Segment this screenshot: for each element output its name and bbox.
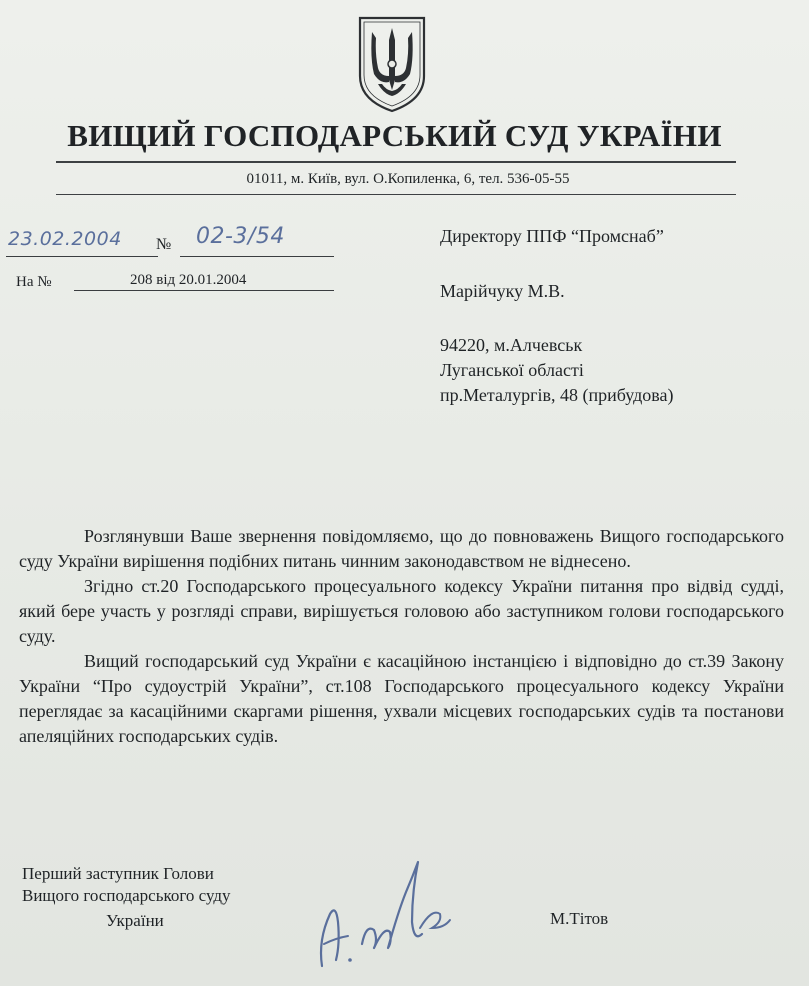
body-paragraph-2: Згідно ст.20 Господарського процесуального кодексу України питання про відвід судді, який бере участь у розгляді справи, вирішується головою або заступником голови господарського суду. — [19, 576, 784, 646]
number-underline — [180, 256, 334, 257]
recipient-street: пр.Металургів, 48 (прибудова) — [440, 385, 674, 405]
trident-emblem-icon — [354, 14, 430, 114]
date-underline — [6, 256, 158, 257]
body-paragraph-3: Вищий господарський суд України є касаційною інстанцією і відповідно до ст.39 Закону України “Про судоустрій України”, ст.108 Господарського процесуального кодексу України переглядає за касаційними скаргами рішення, ухвали місцевих господарських судів та постанови апеляційних господарських судів. — [19, 651, 784, 746]
recipient-city: 94220, м.Алчевськ — [440, 335, 583, 355]
signer-name: М.Тітов — [550, 909, 609, 928]
header-divider-bottom — [56, 194, 736, 195]
signer-position-line-2: Вищого господарського суду — [22, 886, 231, 905]
recipient-position: Директору ППФ “Промснаб” — [440, 226, 664, 246]
outgoing-number-label: № — [156, 236, 172, 253]
handwritten-signature-icon — [300, 848, 460, 976]
signer-position-line-1: Перший заступник Голови — [22, 864, 214, 883]
recipient-name: Марійчуку М.В. — [440, 281, 565, 301]
outgoing-date-handwritten: 23.02.2004 — [8, 228, 122, 250]
header-divider-top — [56, 161, 736, 163]
in-reply-label: На № — [16, 274, 52, 290]
outgoing-number-handwritten: 02-3/54 — [196, 224, 285, 249]
signer-position-line-3: України — [106, 911, 164, 930]
in-reply-value: 208 від 20.01.2004 — [130, 272, 247, 288]
in-reply-underline — [74, 290, 334, 291]
court-address: 01011, м. Київ, вул. О.Копиленка, 6, тел. 536-05-55 — [246, 171, 570, 187]
court-name-heading: ВИЩИЙ ГОСПОДАРСЬКИЙ СУД УКРАЇНИ — [67, 118, 722, 153]
letter-body — [19, 524, 784, 749]
body-paragraph-1: Розглянувши Ваше звернення повідомляємо, що до повноважень Вищого господарського суду України вирішення подібних питань чинним законодавством не віднесено. — [19, 526, 784, 571]
recipient-region: Луганської області — [440, 360, 584, 380]
